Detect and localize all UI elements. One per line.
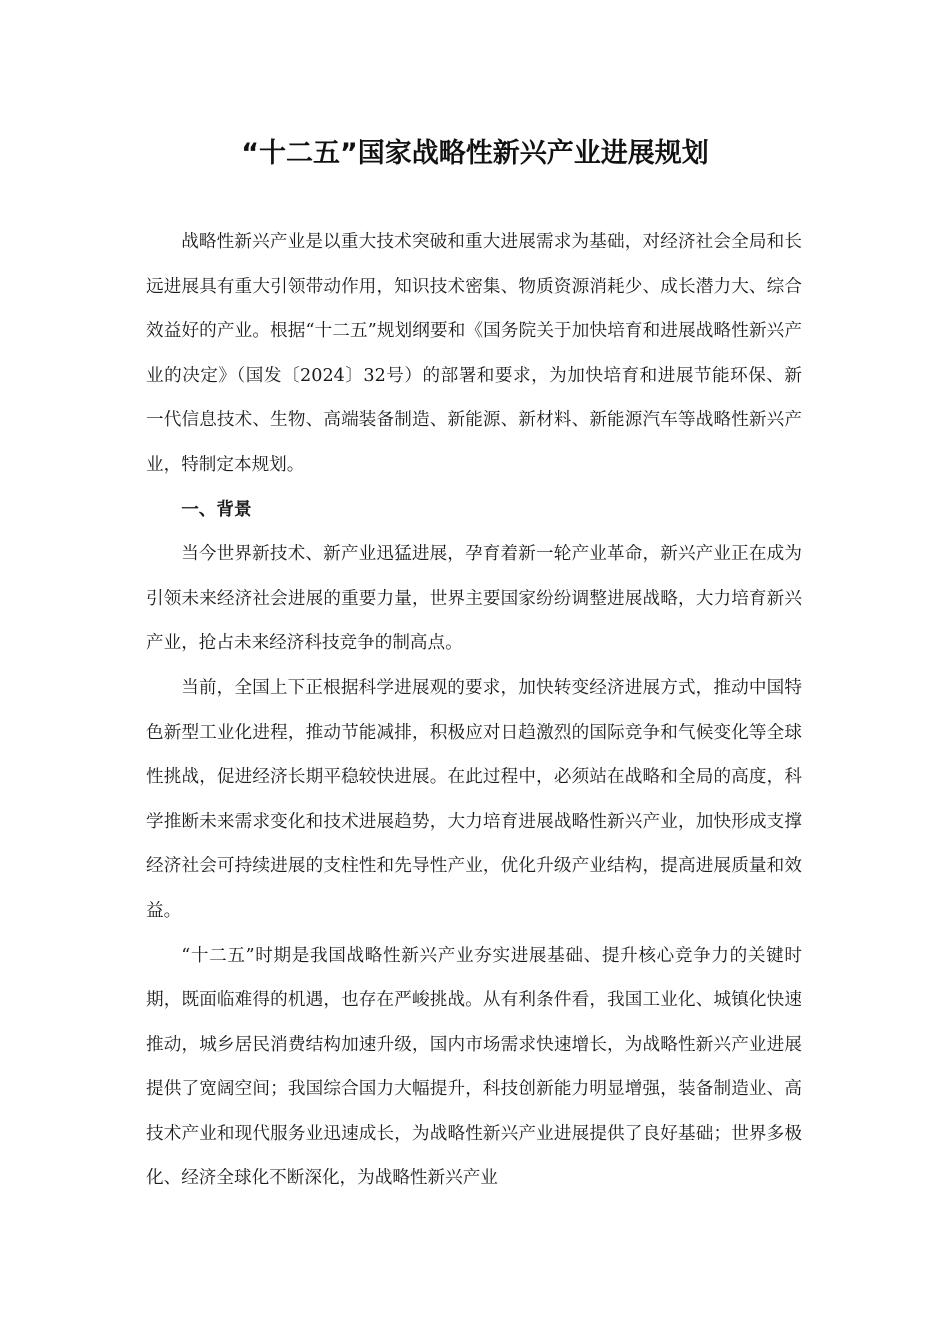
document-title: “十二五”国家战略性新兴产业进展规划 xyxy=(241,138,709,169)
background-paragraph-2: 当前，全国上下正根据科学进展观的要求，加快转变经济进展方式，推动中国特色新型工业化进程，推动节能减排，积极应对日趋激烈的国际竞争和气候变化等全球性挑战，促进经济长期平稳较快进展。在此过程中，必须站在战略和全局的高度，科学推断未来需求变化和技术进展趋势，大力培育进展战略性新兴产业，加快形成支撑经济社会可持续进展的支柱性和先导性产业，优化升级产业结构，提高进展质量和效益。 xyxy=(146,677,802,921)
background-paragraph-3: “十二五”时期是我国战略性新兴产业夯实进展基础、提升核心竞争力的关键时期，既面临难得的机遇，也存在严峻挑战。从有利条件看，我国工业化、城镇化快速推动，城乡居民消费结构加速升级，国内市场需求快速增长，为战略性新兴产业进展提供了宽阔空间；我国综合国力大幅提升，科技创新能力明显增强，装备制造业、高技术产业和现代服务业迅速成长，为战略性新兴产业进展提供了良好基础；世界多极化、经济全球化不断深化，为战略性新兴产业 xyxy=(146,945,802,1189)
background-paragraph-1: 当今世界新技术、新产业迅猛进展，孕育着新一轮产业革命，新兴产业正在成为引领未来经济社会进展的重要力量，世界主要国家纷纷调整进展战略，大力培育新兴产业，抢占未来经济科技竞争的制高点。 xyxy=(146,544,802,654)
section-heading-background: 一、背景 xyxy=(181,499,252,520)
intro-paragraph: 战略性新兴产业是以重大技术突破和重大进展需求为基础，对经济社会全局和长远进展具有重大引领带动作用，知识技术密集、物质资源消耗少、成长潜力大、综合效益好的产业。根据“十二五”规划纲要和《国务院关于加快培育和进展战略性新兴产业的决定》（国发〔2024〕32号）的部署和要求，为加快培育和进展节能环保、新一代信息技术、生物、高端装备制造、新能源、新材料、新能源汽车等战略性新兴产业，特制定本规划。 xyxy=(146,232,802,475)
document-body xyxy=(146,220,802,1201)
